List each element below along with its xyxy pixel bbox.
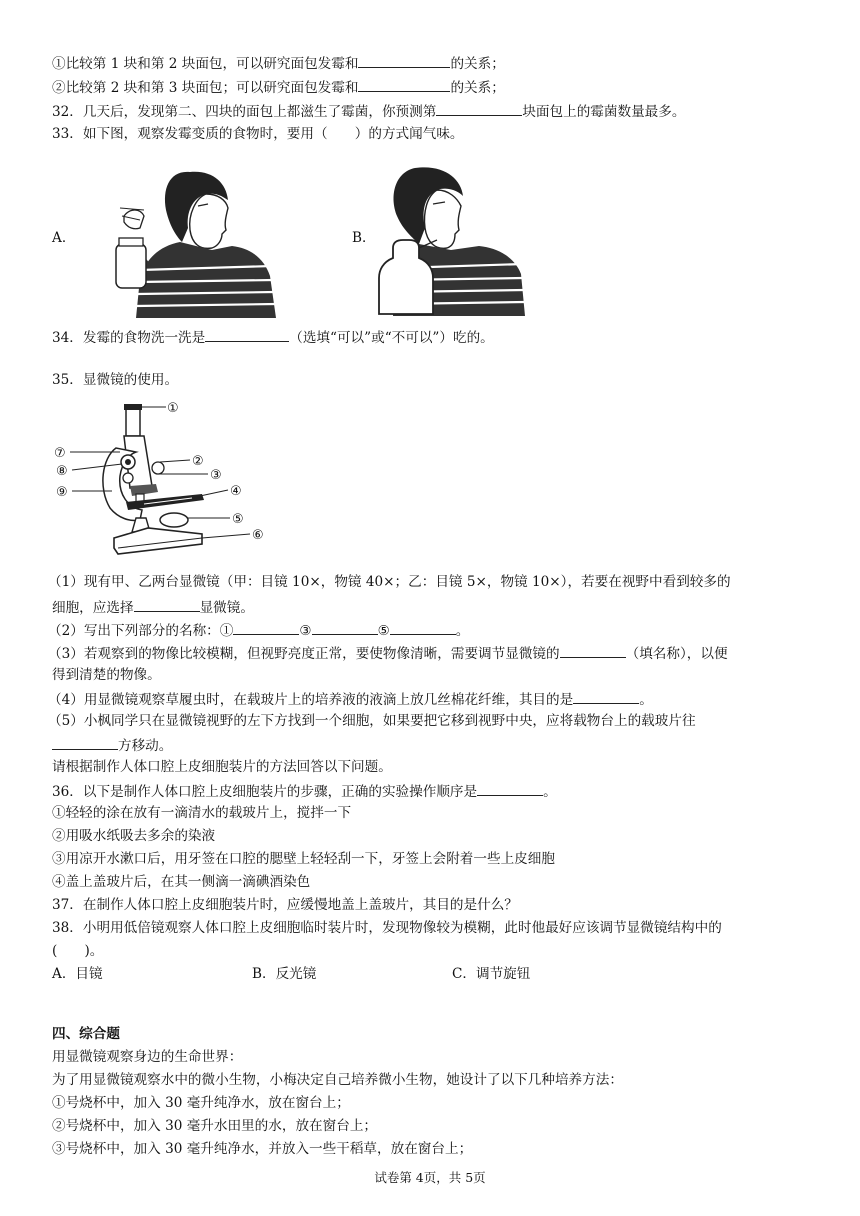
- label-8: ⑧: [56, 464, 68, 479]
- smell-method-b-figure: [375, 158, 535, 320]
- part-1-cont: 细胞，应选择 显微镜。: [52, 596, 254, 618]
- section-4-heading: 四、综合题: [52, 1026, 120, 1042]
- part-2: （2）写出下列部分的名称：① ③ ⑤ 。: [48, 619, 469, 641]
- answer-blank[interactable]: [358, 76, 450, 92]
- intro-text: 请根据制作人体口腔上皮细胞装片的方法回答以下问题。: [52, 759, 392, 775]
- label-5: ⑤: [232, 512, 244, 527]
- label-6: ⑥: [252, 528, 264, 543]
- answer-blank[interactable]: [312, 619, 378, 635]
- question-34: 34．发霉的食物洗一洗是 （选填“可以”或“不可以”）吃的。: [52, 326, 494, 348]
- answer-blank[interactable]: [560, 642, 626, 658]
- label-9: ⑨: [56, 485, 68, 500]
- question-38: 38．小明用低倍镜观察人体口腔上皮细胞临时装片时，发现物像较为模糊，此时他最好应该调节显微镜结构中的: [52, 920, 722, 936]
- answer-blank[interactable]: [358, 52, 450, 68]
- part-5-cont: 方移动。: [52, 734, 172, 756]
- step-1: ①轻轻的涂在放有一滴清水的载玻片上，搅拌一下: [52, 805, 352, 821]
- comp-line-1: 用显微镜观察身边的生命世界：: [52, 1049, 243, 1065]
- part-3: （3）若观察到的物像比较模糊，但视野亮度正常，要使物像清晰，需要调节显微镜的 （填名称），以便: [48, 642, 728, 664]
- choice-a-label: A．: [52, 230, 76, 246]
- microscope-diagram: [52, 398, 274, 558]
- part-5: （5）小枫同学只在显微镜视野的左下方找到一个细胞，如果要把它移到视野中央，应将载物台上的载玻片往: [48, 713, 696, 729]
- part-4: （4）用显微镜观察草履虫时，在载玻片上的培养液的液滴上放几丝棉花纤维，其目的是 。: [48, 688, 653, 710]
- option-b[interactable]: B．反光镜: [252, 966, 317, 982]
- smell-method-a-figure: [100, 158, 280, 318]
- part-1: （1）现有甲、乙两台显微镜（甲：目镜 10×，物镜 40×；乙：目镜 5×，物镜 10×），若要在视野中看到较多的: [48, 574, 731, 590]
- part-3-cont: 得到清楚的物像。: [52, 667, 161, 683]
- answer-blank[interactable]: [390, 619, 456, 635]
- comp-line-3: ①号烧杯中，加入 30 毫升纯净水，放在窗台上；: [52, 1095, 350, 1111]
- question-33: 33．如下图，观察发霉变质的食物时，要用（ ）的方式闻气味。: [52, 126, 464, 142]
- label-7: ⑦: [54, 446, 66, 461]
- answer-blank[interactable]: [233, 619, 299, 635]
- comp-line-4: ②号烧杯中，加入 30 毫升水田里的水，放在窗台上；: [52, 1118, 378, 1134]
- label-1: ①: [167, 401, 179, 416]
- option-a[interactable]: A．目镜: [52, 966, 103, 982]
- step-4: ④盖上盖玻片后，在其一侧滴一滴碘酒染色: [52, 874, 311, 890]
- line-compare-1-2: ①比较第 1 块和第 2 块面包，可以研究面包发霉和 的关系；: [52, 52, 505, 74]
- label-3: ③: [210, 468, 222, 483]
- question-38-cont: ( )。: [52, 943, 104, 959]
- question-35: 35．显微镜的使用。: [52, 372, 179, 388]
- comp-line-2: 为了用显微镜观察水中的微小生物，小梅决定自己培养微小生物，她设计了以下几种培养方法：: [52, 1072, 623, 1088]
- answer-blank[interactable]: [477, 780, 543, 796]
- step-3: ③用凉开水漱口后，用牙签在口腔的腮壁上轻轻刮一下，牙签上会附着一些上皮细胞: [52, 851, 555, 867]
- step-2: ②用吸水纸吸去多余的染液: [52, 828, 216, 844]
- page-footer: 试卷第 4页，共 5页: [374, 1170, 486, 1185]
- comp-line-5: ③号烧杯中，加入 30 毫升纯净水，并放入一些干稻草，放在窗台上；: [52, 1141, 473, 1157]
- answer-blank[interactable]: [205, 326, 289, 342]
- line-compare-2-3: ②比较第 2 块和第 3 块面包；可以研究面包发霉和 的关系；: [52, 76, 505, 98]
- answer-blank[interactable]: [134, 596, 200, 612]
- label-4: ④: [230, 484, 242, 499]
- question-36: 36．以下是制作人体口腔上皮细胞装片的步骤，正确的实验操作顺序是 。: [52, 780, 557, 802]
- question-37: 37．在制作人体口腔上皮细胞装片时，应缓慢地盖上盖玻片，其目的是什么？: [52, 897, 518, 913]
- answer-blank[interactable]: [573, 688, 639, 704]
- choice-b-label: B．: [352, 230, 376, 246]
- answer-blank[interactable]: [436, 100, 522, 116]
- option-c[interactable]: C．调节旋钮: [452, 966, 531, 982]
- answer-blank[interactable]: [52, 734, 118, 750]
- question-32: 32．几天后，发现第二、四块的面包上都滋生了霉菌，你预测第 块面包上的霉菌数量最多。: [52, 100, 685, 122]
- label-2: ②: [192, 454, 204, 469]
